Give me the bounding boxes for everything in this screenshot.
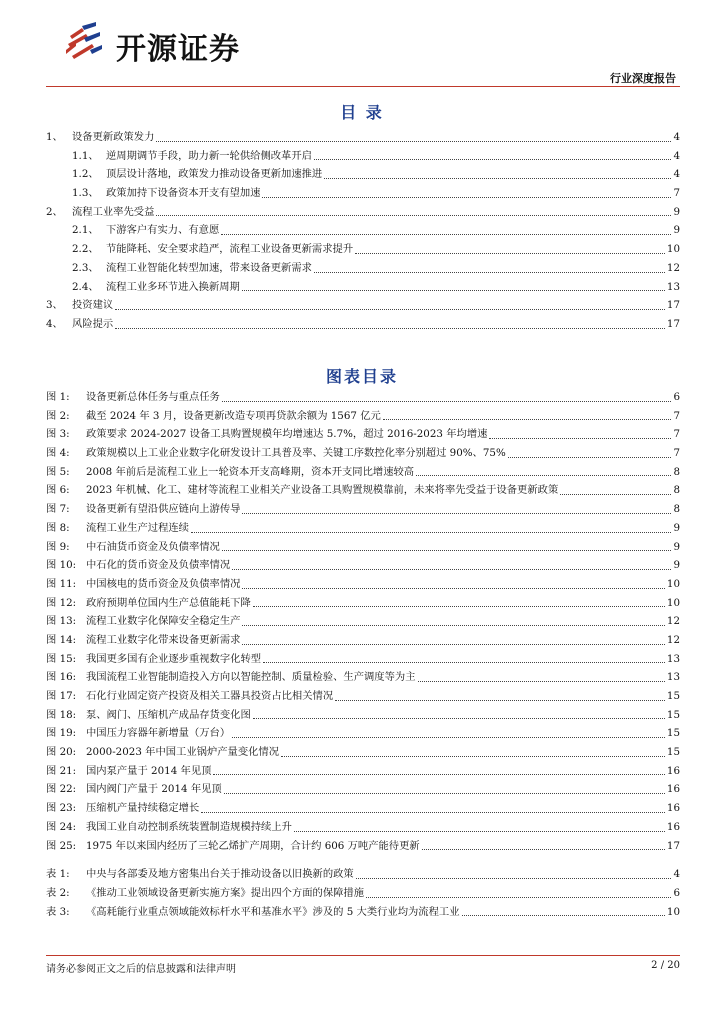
figure-entry[interactable] — [46, 481, 680, 500]
entry-page: 4 — [673, 168, 680, 181]
dot-leader — [489, 437, 671, 439]
figure-entry[interactable] — [46, 687, 680, 706]
entry-page: 9 — [673, 559, 680, 572]
entry-title: 石化行业固定资产投资及相关工器具投资占比相关情况 — [86, 690, 334, 702]
entry-page: 15 — [666, 690, 680, 702]
entry-number: 图 20: — [46, 746, 77, 759]
entry-number: 图 18: — [46, 708, 77, 721]
toc-entry[interactable] — [46, 315, 680, 334]
dot-leader — [222, 400, 672, 402]
entry-title: 中央与各部委及地方密集出台关于推动设备以旧换新的政策 — [86, 868, 354, 881]
dot-leader — [115, 308, 665, 310]
entry-title: 流程工业率先受益 — [72, 205, 155, 218]
entry-title: 政策要求 2024-2027 设备工具购置规模年均增速达 5.7%，超过 2016-2023 年均增速 — [86, 428, 488, 441]
entry-title: 流程工业多环节进入换新周期 — [106, 280, 240, 293]
entry-page: 10 — [666, 596, 680, 609]
entry-page: 17 — [666, 839, 680, 852]
figure-entry[interactable] — [46, 556, 680, 575]
dot-leader — [366, 896, 671, 898]
entry-number: 图 10: — [46, 559, 77, 572]
dot-leader — [213, 773, 664, 775]
entry-number: 图 6: — [46, 484, 70, 497]
footer-divider — [46, 955, 680, 956]
figure-entry[interactable] — [46, 903, 680, 922]
entry-title: 《推动工业领域设备更新实施方案》提出四个方面的保障措施 — [86, 886, 365, 899]
entry-number: 图 7: — [46, 503, 70, 516]
dot-leader — [263, 661, 665, 663]
entry-number: 图 25: — [46, 839, 77, 852]
dot-leader — [156, 140, 671, 142]
entry-number: 2.3、 — [72, 261, 99, 274]
entry-page: 16 — [666, 764, 680, 777]
dot-leader — [281, 755, 665, 757]
entry-page: 13 — [666, 280, 680, 293]
entry-number: 图 13: — [46, 615, 77, 628]
entry-title: 节能降耗、安全要求趋严，流程工业设备更新需求提升 — [106, 243, 354, 256]
toc-entry[interactable] — [46, 184, 680, 203]
entry-number: 2.2、 — [72, 243, 99, 256]
entry-page: 6 — [673, 391, 680, 403]
dot-leader — [253, 717, 665, 719]
dot-leader — [156, 214, 671, 216]
figure-entry[interactable] — [46, 407, 680, 426]
entry-title: 中石化的货币资金及负债率情况 — [86, 559, 231, 572]
entry-number: 图 14: — [46, 633, 77, 646]
dot-leader — [242, 643, 664, 645]
dot-leader — [355, 252, 665, 254]
toc-entry[interactable] — [46, 278, 680, 297]
toc-entry[interactable] — [46, 296, 680, 315]
figure-entry[interactable] — [46, 388, 680, 407]
dot-leader — [560, 493, 671, 495]
dot-leader — [115, 327, 665, 329]
figure-entry[interactable] — [46, 519, 680, 538]
entry-title: 国内泵产量于 2014 年见顶 — [86, 764, 212, 777]
dot-leader — [221, 233, 671, 235]
entry-number: 1.3、 — [72, 187, 99, 200]
entry-title: 《高耗能行业重点领域能效标杆水平和基准水平》涉及的 5 大类行业均为流程工业 — [86, 905, 460, 918]
figure-entry[interactable] — [46, 865, 680, 884]
dot-leader — [314, 271, 665, 273]
toc-list — [46, 128, 680, 334]
dot-leader — [335, 699, 665, 701]
entry-title: 流程工业生产过程连续 — [86, 521, 189, 534]
figure-entry[interactable] — [46, 538, 680, 557]
dot-leader — [224, 792, 665, 794]
dot-leader — [242, 512, 671, 514]
figure-entry[interactable] — [46, 743, 680, 762]
company-name: 开源证券 — [116, 32, 240, 67]
entry-page: 9 — [673, 521, 680, 534]
entry-page: 8 — [673, 484, 680, 497]
entry-number: 4、 — [46, 317, 63, 330]
figure-list — [46, 388, 680, 921]
entry-page: 10 — [666, 905, 680, 918]
figure-entry[interactable] — [46, 463, 680, 482]
entry-page: 16 — [666, 783, 680, 796]
entry-page: 10 — [666, 577, 680, 590]
entry-number: 图 24: — [46, 820, 77, 833]
dot-leader — [383, 418, 672, 420]
entry-title: 政策规模以上工业企业数字化研发设计工具普及率、关键工序数控化率分别超过 90%、75% — [86, 447, 506, 460]
dot-leader — [232, 736, 665, 738]
figure-entry[interactable] — [46, 799, 680, 818]
toc-entry[interactable] — [46, 128, 680, 147]
page-number: 2 / 20 — [651, 960, 680, 971]
dot-leader — [422, 848, 665, 850]
entry-title: 压缩机产量持续稳定增长 — [86, 802, 200, 815]
figure-entry[interactable] — [46, 884, 680, 903]
entry-page: 12 — [666, 633, 680, 646]
entry-number: 2.1、 — [72, 224, 99, 237]
entry-page: 8 — [673, 503, 680, 516]
entry-page: 12 — [666, 261, 680, 274]
entry-page: 17 — [666, 299, 680, 312]
entry-title: 设备更新总体任务与重点任务 — [86, 391, 220, 403]
toc-entry[interactable] — [46, 259, 680, 278]
entry-number: 3、 — [46, 299, 63, 312]
figure-entry[interactable] — [46, 444, 680, 463]
figure-entry[interactable] — [46, 425, 680, 444]
dot-leader — [242, 587, 664, 589]
list-gap — [46, 855, 680, 865]
entry-page: 9 — [673, 540, 680, 553]
toc-entry[interactable] — [46, 147, 680, 166]
entry-page: 4 — [673, 149, 680, 162]
header-divider — [46, 86, 680, 87]
entry-page: 13 — [666, 671, 680, 684]
figure-entry[interactable] — [46, 762, 680, 781]
dot-leader — [356, 877, 672, 879]
entry-page: 13 — [666, 652, 680, 665]
entry-number: 1.2、 — [72, 168, 99, 181]
figure-entry[interactable] — [46, 780, 680, 799]
dot-leader — [191, 531, 671, 533]
report-type-label: 行业深度报告 — [610, 72, 676, 85]
entry-number: 图 16: — [46, 671, 77, 684]
entry-title: 2008 年前后是流程工业上一轮资本开支高峰期，资本开支同比增速较高 — [86, 465, 415, 478]
figure-entry[interactable] — [46, 650, 680, 669]
dot-leader — [201, 811, 665, 813]
entry-title: 我国工业自动控制系统装置制造规模持续上升 — [86, 820, 292, 833]
dot-leader — [416, 474, 671, 476]
entry-title: 中国核电的货币资金及负债率情况 — [86, 577, 241, 590]
figure-entry[interactable] — [46, 668, 680, 687]
entry-number: 图 1: — [46, 391, 70, 403]
entry-number: 图 5: — [46, 465, 70, 478]
entry-title: 截至 2024 年 3 月，设备更新改造专项再贷款余额为 1567 亿元 — [86, 409, 381, 422]
entry-number: 图 19: — [46, 727, 77, 740]
dot-leader — [232, 568, 671, 570]
entry-number: 1、 — [46, 131, 63, 143]
entry-title: 1975 年以来国内经历了三轮乙烯扩产周期，合计约 606 万吨产能待更新 — [86, 839, 420, 852]
entry-number: 表 1: — [46, 868, 70, 881]
entry-title: 中石油货币资金及负债率情况 — [86, 540, 220, 553]
entry-page: 6 — [673, 886, 680, 899]
entry-number: 图 3: — [46, 428, 70, 441]
entry-title: 流程工业数字化带来设备更新需求 — [86, 633, 241, 646]
entry-page: 10 — [666, 243, 680, 256]
figure-entry[interactable] — [46, 724, 680, 743]
toc-entry[interactable] — [46, 165, 680, 184]
entry-page: 7 — [673, 447, 680, 460]
entry-number: 图 22: — [46, 783, 77, 796]
entry-title: 风险提示 — [72, 317, 114, 330]
entry-page: 16 — [666, 820, 680, 833]
disclaimer-text: 请务必参阅正文之后的信息披露和法律声明 — [46, 964, 236, 975]
dot-leader — [508, 456, 672, 458]
entry-number: 图 17: — [46, 690, 77, 702]
entry-page: 4 — [673, 868, 680, 881]
entry-page: 8 — [673, 465, 680, 478]
figures-title: 图表目录 — [325, 367, 398, 386]
dot-leader — [324, 177, 671, 179]
entry-title: 政府预期单位国内生产总值能耗下降 — [86, 596, 251, 609]
figure-entry[interactable] — [46, 594, 680, 613]
toc-entry[interactable] — [46, 221, 680, 240]
dot-leader — [242, 624, 664, 626]
entry-title: 2023 年机械、化工、建材等流程工业相关产业设备工具购置规模靠前，未来将率先受益于设备更新政策 — [86, 484, 559, 497]
entry-title: 我国更多国有企业逐步重视数字化转型 — [86, 652, 262, 665]
entry-page: 7 — [673, 409, 680, 422]
entry-number: 图 4: — [46, 447, 70, 460]
dot-leader — [294, 830, 665, 832]
entry-number: 表 3: — [46, 905, 70, 918]
dot-leader — [314, 158, 672, 160]
entry-title: 国内阀门产量于 2014 年见顶 — [86, 783, 222, 796]
entry-title: 流程工业数字化保障安全稳定生产 — [86, 615, 241, 628]
entry-page: 9 — [673, 224, 680, 237]
toc-entry[interactable] — [46, 203, 680, 222]
dot-leader — [262, 196, 671, 198]
figure-entry[interactable] — [46, 837, 680, 856]
figure-entry[interactable] — [46, 818, 680, 837]
entry-number: 图 2: — [46, 409, 70, 422]
entry-page: 4 — [673, 131, 680, 143]
entry-page: 17 — [666, 317, 680, 330]
dot-leader — [222, 549, 672, 551]
entry-title: 逆周期调节手段，助力新一轮供给侧改革开启 — [106, 149, 312, 162]
page-header — [0, 0, 724, 90]
dot-leader — [253, 605, 665, 607]
entry-title: 我国流程工业智能制造投入方向以智能控制、质量检验、生产调度等为主 — [86, 671, 416, 684]
entry-number: 图 15: — [46, 652, 77, 665]
entry-number: 图 8: — [46, 521, 70, 534]
entry-title: 泵、阀门、压缩机产成品存货变化图 — [86, 708, 251, 721]
entry-page: 12 — [666, 615, 680, 628]
entry-title: 投资建议 — [72, 299, 114, 312]
dot-leader — [462, 914, 665, 916]
toc-entry[interactable] — [46, 240, 680, 259]
toc-title: 目 录 — [340, 103, 384, 122]
figure-entry[interactable] — [46, 500, 680, 519]
entry-title: 设备更新政策发力 — [72, 131, 155, 143]
entry-title: 顶层设计落地，政策发力推动设备更新加速推进 — [106, 168, 323, 181]
entry-number: 图 21: — [46, 764, 77, 777]
figure-entry[interactable] — [46, 706, 680, 725]
entry-page: 15 — [666, 708, 680, 721]
entry-number: 图 23: — [46, 802, 77, 815]
figure-entry[interactable] — [46, 631, 680, 650]
entry-number: 图 9: — [46, 540, 70, 553]
entry-number: 2.4、 — [72, 280, 99, 293]
entry-page: 7 — [673, 187, 680, 200]
entry-title: 设备更新有望沿供应链向上游传导 — [86, 503, 241, 516]
company-logo-icon — [62, 20, 106, 64]
entry-page: 16 — [666, 802, 680, 815]
entry-number: 2、 — [46, 205, 63, 218]
figure-entry[interactable] — [46, 612, 680, 631]
entry-number: 图 12: — [46, 596, 77, 609]
entry-page: 9 — [673, 205, 680, 218]
entry-title: 流程工业智能化转型加速，带来设备更新需求 — [106, 261, 312, 274]
figure-entry[interactable] — [46, 575, 680, 594]
entry-page: 15 — [666, 746, 680, 759]
entry-number: 1.1、 — [72, 149, 99, 162]
dot-leader — [418, 680, 665, 682]
entry-title: 中国压力容器年新增量（万台） — [86, 727, 231, 740]
entry-number: 图 11: — [46, 577, 77, 590]
entry-page: 15 — [666, 727, 680, 740]
entry-title: 政策加持下设备资本开支有望加速 — [106, 187, 261, 200]
dot-leader — [242, 289, 665, 291]
entry-number: 表 2: — [46, 886, 70, 899]
entry-title: 下游客户有实力、有意愿 — [106, 224, 220, 237]
entry-page: 7 — [673, 428, 680, 441]
entry-title: 2000-2023 年中国工业锅炉产量变化情况 — [86, 746, 280, 759]
